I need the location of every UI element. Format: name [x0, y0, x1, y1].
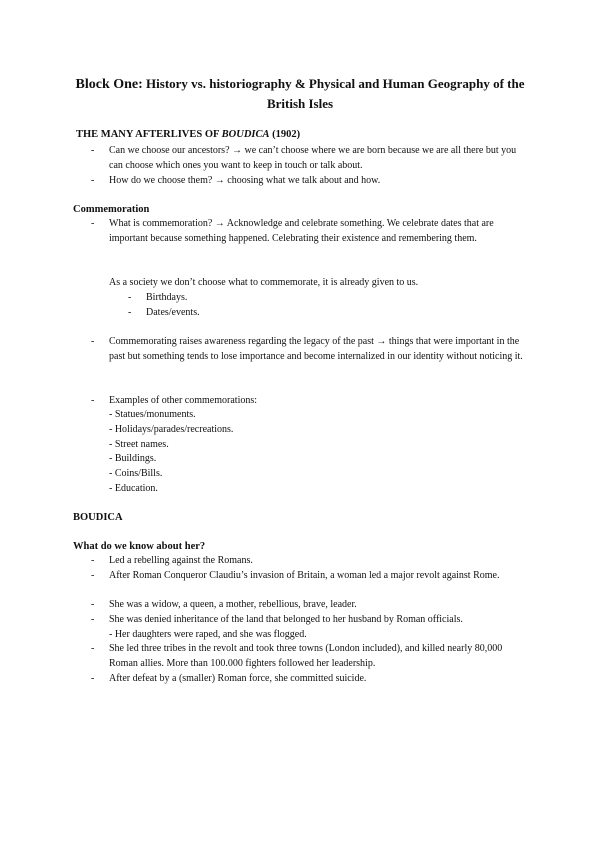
sub-item: Birthdays.	[146, 292, 188, 303]
list-item: Can we choose our ancestors? → we can’t choose where we are born because we are all there but you can choose which ones you want to keep in touch or talk about.	[109, 145, 517, 171]
heading-year: (1902)	[269, 129, 301, 140]
list-item: How do we choose them? → choosing what we talk about and how.	[109, 175, 381, 186]
bullet-dash: -	[91, 614, 95, 625]
bullet-dash: -	[91, 395, 95, 406]
example-item: - Street names.	[109, 439, 169, 450]
bullet-dash: -	[128, 307, 132, 318]
example-item: - Buildings.	[109, 453, 157, 464]
subheading-what-we-know: What do we know about her?	[73, 541, 206, 552]
bullet-dash: -	[91, 643, 95, 654]
example-item: - Coins/Bills.	[109, 468, 163, 479]
examples-label: Examples of other commemorations:	[109, 395, 258, 406]
bullet-dash: -	[91, 673, 95, 684]
list-item: After Roman Conqueror Claudiu’s invasion of Britain, a woman led a major revolt against Rome.	[109, 570, 500, 581]
document-title	[70, 74, 530, 113]
example-item: - Education.	[109, 483, 158, 494]
list-item: What is commemoration? → Acknowledge and celebrate something. We celebrate dates that are important because something happened. Celebrating their existence and remembering them.	[109, 218, 494, 244]
heading-text: THE MANY AFTERLIVES OF	[76, 129, 222, 140]
bullet-dash: -	[128, 292, 132, 303]
bullet-dash: -	[91, 570, 95, 581]
bullet-dash: -	[91, 336, 95, 347]
paragraph: As a society we don’t choose what to commemorate, it is already given to us.	[109, 277, 419, 288]
bullet-dash: -	[91, 175, 95, 186]
bullet-dash: -	[91, 145, 95, 156]
section-heading-boudica: BOUDICA	[73, 512, 123, 523]
section-heading-afterlives	[76, 127, 300, 142]
section-heading-commemoration: Commemoration	[73, 204, 150, 215]
bullet-dash: -	[91, 599, 95, 610]
bullet-dash: -	[91, 218, 95, 229]
title-part1: Block One:	[75, 77, 143, 92]
bullet-dash: -	[91, 555, 95, 566]
list-item: She was denied inheritance of the land that belonged to her husband by Roman officials.	[109, 614, 463, 625]
heading-emphasis: BOUDICA	[221, 129, 270, 140]
list-item: She was a widow, a queen, a mother, rebellious, brave, leader.	[109, 599, 357, 610]
list-item: Led a rebelling against the Romans.	[109, 555, 253, 566]
list-item: She led three tribes in the revolt and took three towns (London included), and killed nearly 80,000 Roman allies. More than 100.000 fighters followed her leadership.	[109, 643, 503, 669]
sub-item: Dates/events.	[146, 307, 200, 318]
example-item: - Holidays/parades/recreations.	[109, 424, 234, 435]
list-item: Commemorating raises awareness regarding the legacy of the past → things that were important in the past but something tends to lose importance and become internalized in our identity without noticing it.	[109, 336, 523, 362]
title-part2: History vs. historiography & Physical and Human Geography of the British Isles	[146, 76, 525, 111]
sub-note: - Her daughters were raped, and she was flogged.	[109, 629, 307, 640]
example-item: - Statues/monuments.	[109, 409, 196, 420]
list-item: After defeat by a (smaller) Roman force, she committed suicide.	[109, 673, 367, 684]
